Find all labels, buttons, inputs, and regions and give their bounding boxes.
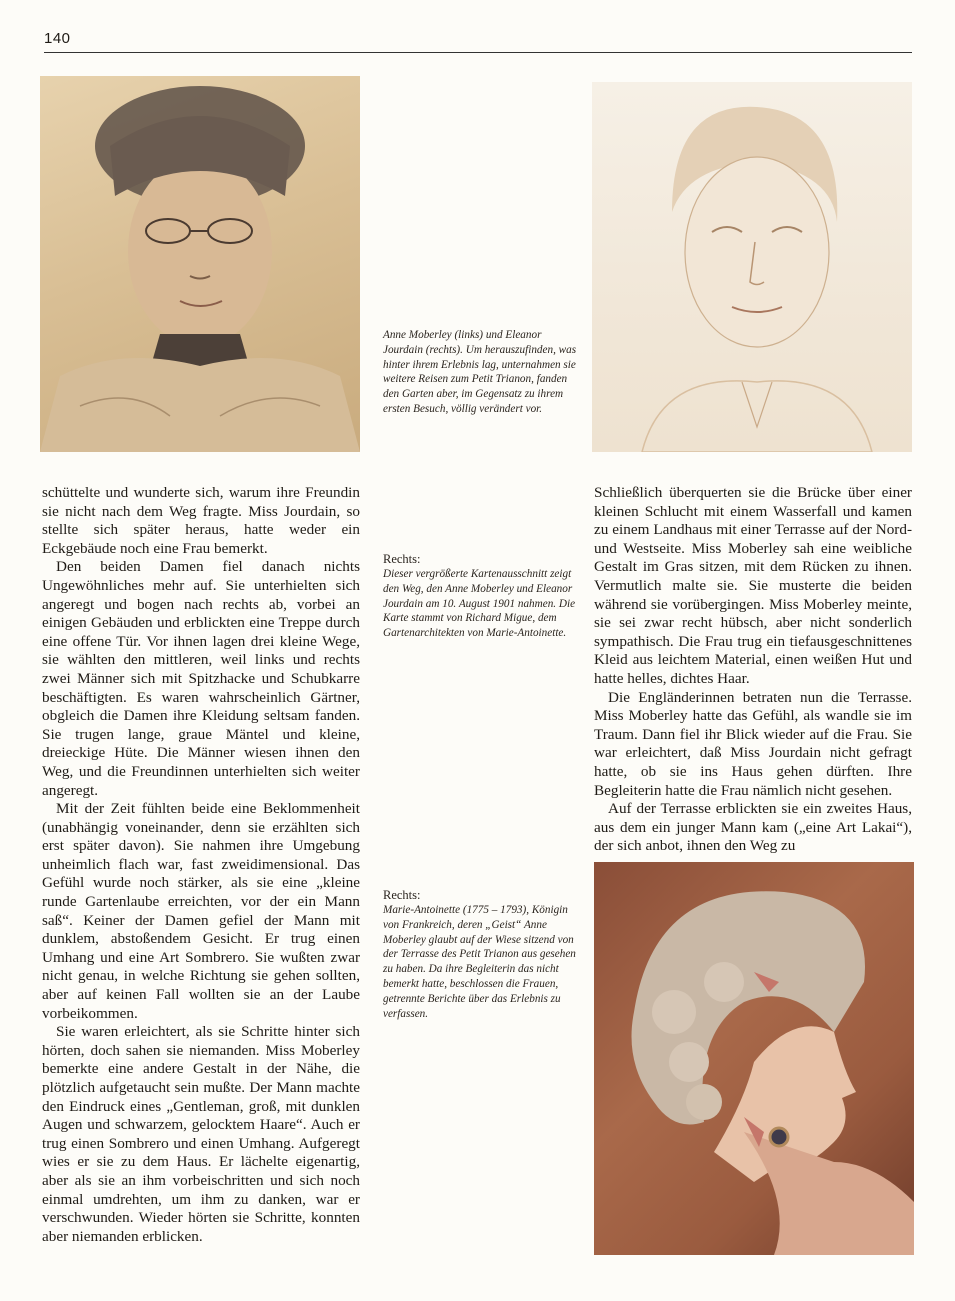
portrait-marie-antoinette <box>594 862 914 1255</box>
caption-marie-antoinette <box>383 887 579 1021</box>
paragraph: Den beiden Damen fiel danach nichts Ungewöhnliches mehr auf. Sie unterhielten sich angeregt und bogen nach rechts ab, vorbei an einigen Gebäuden und erblickten eine Treppe durch eine offene Tür. Vor ihnen lagen drei kleine Wege, sie wählten den mittleren, weil links und rechts zwei Männer sich mit Spitzhacke und Schubkarre beschäftigten. Es waren wahrscheinlich Gärtner, obgleich die Damen ihre Kleidung seltsam fanden. Sie trugen lange, graue Mäntel und kleine, dreieckige Hüte. Die Männer wiesen ihnen den Weg, und die Freundinnen unterhielten sich weiter angeregt. <box>42 558 360 799</box>
caption-marie-antoinette-text: Marie-Antoinette (1775 – 1793), Königin von Frankreich, deren „Geist“ Anne Moberley glaubt auf der Wiese sitzend von der Terrasse des Petit Trianon aus gesehen zu haben. Da ihre Begleiterin das nicht bemerkt hatte, beschlossen die Frauen, getrennte Berichte über das Erlebnis zu verfassen. <box>383 904 576 1020</box>
caption-map <box>383 551 579 641</box>
paragraph: Sie waren erleichtert, als sie Schritte hinter sich hörten, doch sahen sie niemanden. Miss Moberley bemerkte eine andere Gestalt in der Nähe, die plötzlich aufgetaucht sein mußte. Der Mann machte den Eindruck eines „Gentleman, groß, mit dunklen Augen und schwarzem, gelocktem Haare“. Auch er trug einen Sombrero und einen Umhang. Aufgeregt wies er sie zu dem Haus. Er lächelte eigenartig, aber als sie an ihm vorbeischritten und sich noch einmal umdrehten, um ihm zu danken, war er verschwunden. Wieder hörten sie Schritte, konnten aber niemanden erblicken. <box>42 1023 360 1245</box>
paragraph: schüttelte und wunderte sich, warum ihre Freundin sie nicht nach dem Weg fragte. Miss Jourdain, so stellte sich später heraus, hatte weder ein Eckgebäude noch eine Frau bemerkt. <box>42 484 360 557</box>
caption-map-text: Dieser vergrößerte Kartenausschnitt zeigt den Weg, den Anne Moberley und Eleanor Jourdain am 10. August 1901 nahmen. Die Karte stammt von Richard Migue, dem Gartenarchitekten von Marie-Antoinette. <box>383 568 576 640</box>
paragraph: Die Engländerinnen betraten nun die Terrasse. Miss Moberley hatte das Gefühl, als wandle sie im Traum. Dann fiel ihr Blick wieder auf die Frau. Sie war erleichtert, daß Miss Jourdain nicht gefragt hatte, ob sie ins Haus gehen dürften. Ihre Begleiterin hatte die Frau nämlich nicht gesehen. <box>594 688 912 799</box>
caption-moberley-jourdain: Anne Moberley (links) und Eleanor Jourdain (rechts). Um herauszufinden, was hinter ihrem Erlebnis lag, unternahmen sie weitere Reisen zum Petit Trianon, fanden den Garten aber, im Gegensatz zu ihrem ersten Besuch, völlig verändert vor. <box>383 329 577 415</box>
body-column-right <box>594 484 912 856</box>
paragraph: Mit der Zeit fühlten beide eine Beklommenheit (unabhängig voneinander, denn sie erzählten sich erst später davon). Sie nahmen ihre Umgebung unheimlich flach war, fast zweidimensional. Das Gefühl wurde noch stärker, als sie eine „kleine runde Gartenlaube erreichten, vor der ein Mann saß“. Keiner der Damen gefiel der Mann mit dunklem, abstoßendem Gesicht. Er trug einen Umhang und eine Art Sombrero. Sie wußten zwar nicht genau, in welche Richtung sie gehen sollten, aber auf keinen Fall wollten sie an der Laube vorbeikommen. <box>42 800 360 1022</box>
portrait-eleanor-jourdain <box>592 82 912 452</box>
caption-marie-antoinette-lead: Rechts: <box>383 888 421 902</box>
caption-map-lead: Rechts: <box>383 552 421 566</box>
body-column-left <box>42 484 360 1246</box>
header-rule <box>44 52 912 53</box>
paragraph: Schließlich überquerten sie die Brücke über einer kleinen Schlucht mit einem Wasserfall und kamen zu einem Landhaus mit einer Terrasse auf der Nord- und Westseite. Miss Moberley sah eine weibliche Gestalt im Gras sitzen, mit dem Rücken zu ihnen. Vermutlich malte sie. Sie musterte die beiden während sie vorübergingen. Miss Moberley meinte, sie sei zwar recht hübsch, aber nicht sonderlich sympathisch. Die Frau trug ein tiefausgeschnittenes Kleid aus leichtem Material, einen weißen Hut und hatte helles, dichtes Haar. <box>594 484 912 687</box>
portrait-anne-moberley <box>40 76 360 452</box>
page-number: 140 <box>44 30 71 47</box>
paragraph: Auf der Terrasse erblickten sie ein zweites Haus, aus dem ein junger Mann kam („eine Art Lakai“), der sich anbot, ihnen den Weg zu <box>594 800 912 855</box>
